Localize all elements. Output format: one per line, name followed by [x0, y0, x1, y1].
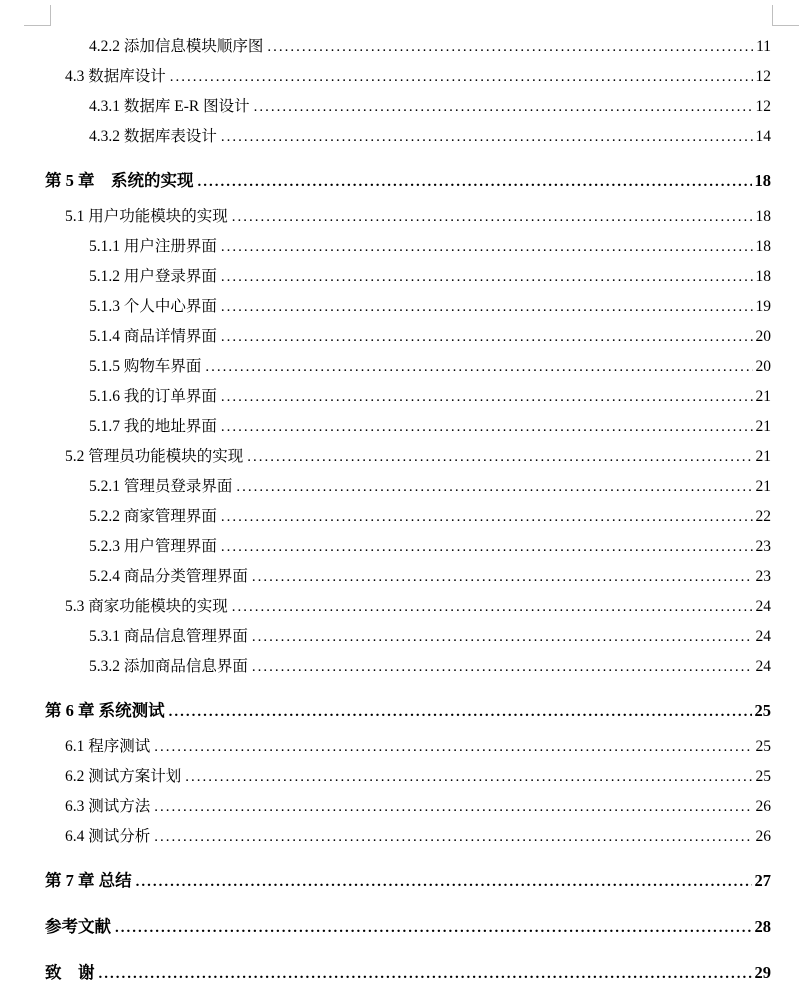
toc-list	[45, 32, 771, 988]
dot-leader	[170, 62, 753, 92]
toc-entry-title: 第 6 章 系统测试	[45, 701, 165, 720]
toc-entry[interactable]	[45, 864, 771, 898]
toc-entry[interactable]	[45, 382, 771, 412]
toc-entry[interactable]	[45, 62, 771, 92]
dot-leader	[221, 292, 753, 322]
dot-leader	[154, 732, 752, 762]
toc-entry-page: 25	[755, 738, 771, 755]
dot-leader	[99, 957, 752, 988]
toc-entry-title: 4.3.1 数据库 E-R 图设计	[89, 98, 250, 115]
dot-leader	[232, 202, 753, 232]
margin-crop-mark-top-right	[772, 5, 799, 26]
dot-leader	[252, 562, 753, 592]
toc-entry[interactable]	[45, 322, 771, 352]
toc-entry[interactable]	[45, 532, 771, 562]
toc-entry-title: 4.2.2 添加信息模块顺序图	[89, 38, 264, 55]
dot-leader	[205, 352, 752, 382]
toc-entry-page: 21	[755, 448, 771, 465]
toc-entry-page: 24	[755, 598, 771, 615]
toc-entry-title: 6.4 测试分析	[65, 828, 151, 845]
dot-leader	[252, 652, 753, 682]
dot-leader	[267, 32, 753, 62]
toc-entry-page: 18	[755, 208, 771, 225]
dot-leader	[169, 695, 752, 729]
toc-entry-title: 5.1 用户功能模块的实现	[65, 208, 228, 225]
toc-entry[interactable]	[45, 822, 771, 852]
toc-entry-title: 5.2.3 用户管理界面	[89, 538, 217, 555]
toc-entry[interactable]	[45, 562, 771, 592]
toc-entry-title: 5.2.2 商家管理界面	[89, 508, 217, 525]
toc-entry-page: 25	[754, 701, 771, 720]
dot-leader	[221, 502, 753, 532]
dot-leader	[221, 262, 753, 292]
toc-entry[interactable]	[45, 472, 771, 502]
toc-entry[interactable]	[45, 92, 771, 122]
toc-entry-page: 21	[755, 478, 771, 495]
toc-entry[interactable]	[45, 32, 771, 62]
toc-entry-title: 第 7 章 总结	[45, 871, 132, 890]
dot-leader	[247, 442, 752, 472]
toc-entry-title: 参考文献	[45, 917, 111, 936]
toc-entry[interactable]	[45, 352, 771, 382]
dot-leader	[198, 165, 752, 199]
toc-entry-title: 第 5 章 系统的实现	[45, 171, 194, 190]
toc-entry-title: 6.2 测试方案计划	[65, 768, 182, 785]
toc-entry-page: 14	[755, 128, 771, 145]
dot-leader	[221, 532, 753, 562]
toc-entry-page: 20	[755, 328, 771, 345]
toc-entry[interactable]	[45, 792, 771, 822]
toc-entry-page: 26	[755, 828, 771, 845]
toc-entry-title: 5.3.1 商品信息管理界面	[89, 628, 248, 645]
toc-entry-page: 23	[755, 538, 771, 555]
toc-entry-page: 26	[755, 798, 771, 815]
toc-entry[interactable]	[45, 292, 771, 322]
toc-entry-title: 5.1.7 我的地址界面	[89, 418, 217, 435]
toc-entry-page: 23	[755, 568, 771, 585]
toc-entry[interactable]	[45, 502, 771, 532]
toc-entry-page: 21	[755, 388, 771, 405]
toc-entry-page: 28	[754, 917, 771, 936]
toc-entry[interactable]	[45, 202, 771, 232]
toc-entry-title: 5.2.4 商品分类管理界面	[89, 568, 248, 585]
toc-entry-title: 5.1.1 用户注册界面	[89, 238, 217, 255]
toc-entry-title: 4.3.2 数据库表设计	[89, 128, 217, 145]
toc-entry-title: 5.1.6 我的订单界面	[89, 388, 217, 405]
toc-entry-page: 18	[754, 171, 771, 190]
toc-entry-page: 29	[754, 963, 771, 982]
toc-entry-page: 11	[756, 38, 771, 55]
toc-entry[interactable]	[45, 164, 771, 198]
dot-leader	[154, 822, 752, 852]
toc-entry[interactable]	[45, 232, 771, 262]
toc-entry-title: 5.2.1 管理员登录界面	[89, 478, 233, 495]
toc-entry-title: 致 谢	[45, 963, 95, 982]
margin-crop-mark-top-left	[24, 5, 51, 26]
toc-entry[interactable]	[45, 732, 771, 762]
toc-entry-page: 24	[755, 658, 771, 675]
toc-entry-title: 5.1.3 个人中心界面	[89, 298, 217, 315]
dot-leader	[254, 92, 753, 122]
toc-entry-page: 27	[754, 871, 771, 890]
toc-entry-title: 6.1 程序测试	[65, 738, 151, 755]
toc-entry[interactable]	[45, 122, 771, 152]
toc-entry[interactable]	[45, 262, 771, 292]
toc-entry[interactable]	[45, 910, 771, 944]
toc-entry[interactable]	[45, 412, 771, 442]
toc-entry-title: 5.1.5 购物车界面	[89, 358, 202, 375]
toc-entry-page: 24	[755, 628, 771, 645]
dot-leader	[221, 382, 753, 412]
toc-entry[interactable]	[45, 652, 771, 682]
dot-leader	[154, 792, 752, 822]
toc-entry-page: 25	[755, 768, 771, 785]
toc-entry-title: 5.1.2 用户登录界面	[89, 268, 217, 285]
toc-entry[interactable]	[45, 694, 771, 728]
toc-entry-title: 5.3.2 添加商品信息界面	[89, 658, 248, 675]
toc-entry-page: 19	[755, 298, 771, 315]
toc-entry[interactable]	[45, 442, 771, 472]
toc-entry-page: 18	[755, 268, 771, 285]
toc-entry-page: 12	[755, 98, 771, 115]
dot-leader	[221, 122, 753, 152]
toc-entry-title: 6.3 测试方法	[65, 798, 151, 815]
toc-entry[interactable]	[45, 592, 771, 622]
toc-entry[interactable]	[45, 956, 771, 988]
toc-entry-page: 12	[755, 68, 771, 85]
toc-entry-title: 5.1.4 商品详情界面	[89, 328, 217, 345]
dot-leader	[232, 592, 753, 622]
toc-entry-title: 5.2 管理员功能模块的实现	[65, 448, 244, 465]
toc-entry-title: 4.3 数据库设计	[65, 68, 166, 85]
toc-entry[interactable]	[45, 762, 771, 792]
dot-leader	[221, 412, 753, 442]
dot-leader	[221, 232, 753, 262]
toc-entry[interactable]	[45, 622, 771, 652]
toc-entry-page: 22	[755, 508, 771, 525]
dot-leader	[252, 622, 753, 652]
dot-leader	[115, 911, 752, 945]
toc-entry-title: 5.3 商家功能模块的实现	[65, 598, 228, 615]
toc-entry-page: 20	[755, 358, 771, 375]
toc-entry-page: 18	[755, 238, 771, 255]
dot-leader	[236, 472, 752, 502]
toc-entry-page: 21	[755, 418, 771, 435]
dot-leader	[136, 865, 752, 899]
dot-leader	[185, 762, 752, 792]
dot-leader	[221, 322, 753, 352]
